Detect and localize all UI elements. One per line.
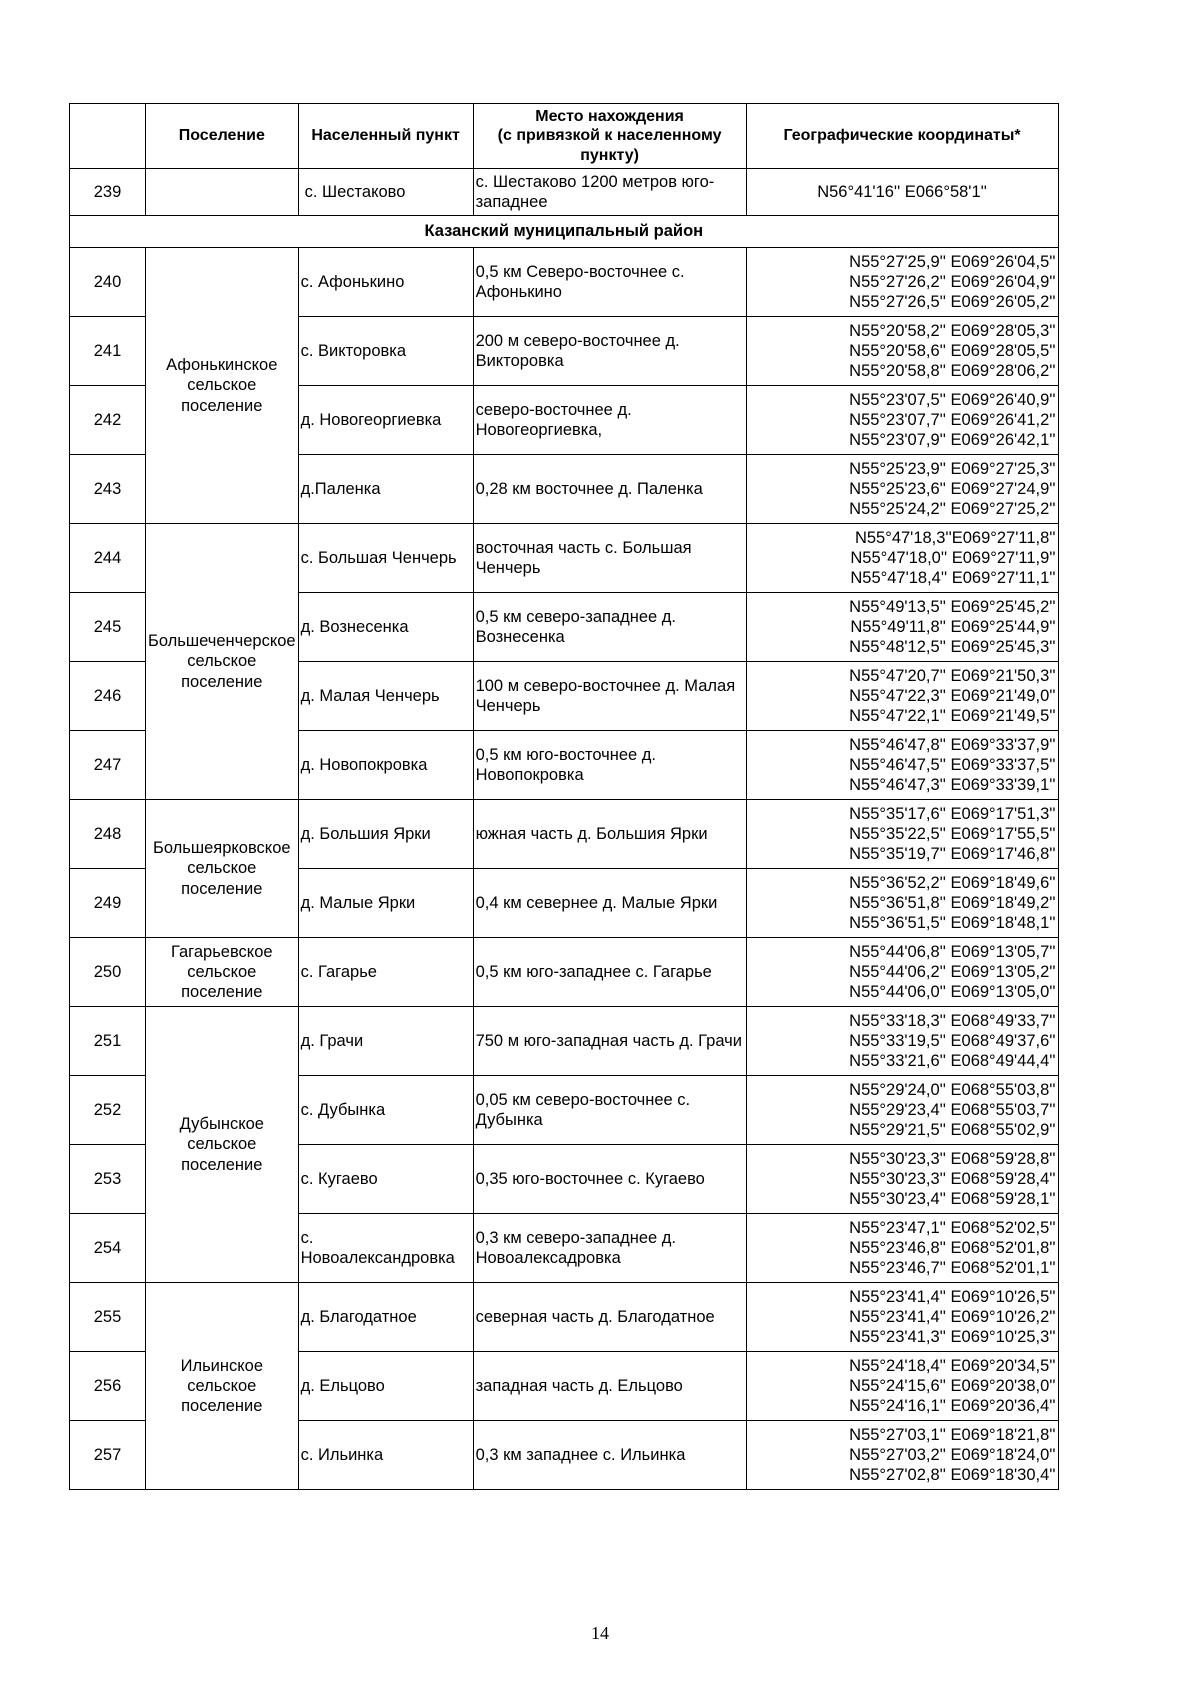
- coordinate-line: N55°47'18,0'' E069°27'11,9'': [850, 549, 1056, 567]
- table-row: [70, 248, 1059, 317]
- coordinate-line: N55°44'06,2'' E069°13'05,2'': [849, 963, 1056, 981]
- row-place: 0,28 км восточнее д. Паленка: [473, 455, 746, 524]
- coordinate-line: N55°47'20,7'' E069°21'50,3'': [849, 667, 1056, 685]
- row-number: 257: [70, 1421, 146, 1490]
- row-coordinates: [746, 1352, 1058, 1421]
- row-place: 0,5 км юго-восточнее д. Новопокровка: [473, 731, 746, 800]
- coordinate-line: N55°35'19,7'' E069°17'46,8'': [849, 845, 1056, 863]
- table-row: [70, 524, 1059, 593]
- coordinate-line: N55°24'16,1'' E069°20'36,4'': [849, 1397, 1056, 1415]
- row-number: 242: [70, 386, 146, 455]
- row-coordinates: [746, 938, 1058, 1007]
- row-coordinates: [746, 1007, 1058, 1076]
- coordinate-line: N55°48'12,5'' E069°25'45,3'': [849, 638, 1056, 656]
- coordinate-line: N55°47'18,3''E069°27'11,8'': [854, 529, 1056, 547]
- row-locality: с. Большая Ченчерь: [298, 524, 473, 593]
- row-place: 0,3 км западнее с. Ильинка: [473, 1421, 746, 1490]
- coordinate-line: N55°36'51,5'' E069°18'48,1'': [849, 914, 1056, 932]
- row-locality: д. Грачи: [298, 1007, 473, 1076]
- coordinate-line: N55°27'02,8'' E069°18'30,4'': [849, 1466, 1056, 1484]
- coordinate-line: N55°27'26,2'' E069°26'04,9'': [849, 273, 1056, 291]
- coordinate-line: N55°23'46,7'' E068°52'01,1'': [849, 1259, 1056, 1277]
- table-row: [70, 938, 1059, 1007]
- coordinate-line: N55°44'06,0'' E069°13'05,0'': [849, 983, 1056, 1001]
- header-settlement: Поселение: [146, 104, 299, 169]
- table-header-row: [70, 104, 1059, 169]
- row-place: 0,5 км Северо-восточнее с. Афонькино: [473, 248, 746, 317]
- row-locality: с. Ильинка: [298, 1421, 473, 1490]
- row-number: 255: [70, 1283, 146, 1352]
- coordinate-line: N55°47'22,1'' E069°21'49,5'': [849, 707, 1056, 725]
- row-coordinates: [746, 1076, 1058, 1145]
- coordinate-line: N55°20'58,8'' E069°28'06,2'': [849, 362, 1056, 380]
- coordinate-line: N55°46'47,3'' E069°33'39,1'': [849, 776, 1056, 794]
- coordinate-line: N55°46'47,5'' E069°33'37,5'': [849, 756, 1056, 774]
- row-locality: д. Большия Ярки: [298, 800, 473, 869]
- coordinate-line: N55°47'22,3'' E069°21'49,0'': [849, 687, 1056, 705]
- coordinate-line: N55°29'24,0'' E068°55'03,8'': [849, 1081, 1056, 1099]
- row-number: 251: [70, 1007, 146, 1076]
- header-locality: Населенный пункт: [298, 104, 473, 169]
- coordinate-line: N55°24'15,6'' E069°20'38,0'': [849, 1377, 1056, 1395]
- row-number: 253: [70, 1145, 146, 1214]
- row-coordinates: [746, 1214, 1058, 1283]
- row-number: 243: [70, 455, 146, 524]
- coordinate-line: N55°25'23,6'' E069°27'24,9'': [849, 480, 1056, 498]
- row-locality: с. Гагарье: [298, 938, 473, 1007]
- row-coordinates: [746, 317, 1058, 386]
- coordinate-line: N55°33'18,3'' E068°49'33,7'': [849, 1012, 1056, 1030]
- row-coordinates: [746, 593, 1058, 662]
- row-coordinates: [746, 1283, 1058, 1352]
- coordinate-line: N55°25'24,2'' E069°27'25,2'': [849, 500, 1056, 518]
- row-place: 0,5 км юго-западнее с. Гагарье: [473, 938, 746, 1007]
- row-locality: д. Малые Ярки: [298, 869, 473, 938]
- coordinate-line: N55°35'22,5'' E069°17'55,5'': [849, 825, 1056, 843]
- coordinate-line: N55°30'23,3'' E068°59'28,8'': [849, 1150, 1056, 1168]
- coordinate-line: N55°36'52,2'' E069°18'49,6'': [849, 874, 1056, 892]
- table-row: [70, 169, 1059, 216]
- row-place: 0,3 км северо-западнее д. Новоалексадровка: [473, 1214, 746, 1283]
- row-place: 0,5 км северо-западнее д. Вознесенка: [473, 593, 746, 662]
- row-coordinates: [746, 1421, 1058, 1490]
- coordinate-line: N55°20'58,2'' E069°28'05,3'': [849, 322, 1056, 340]
- coordinate-line: N55°23'47,1'' E068°52'02,5'': [849, 1219, 1056, 1237]
- coordinate-line: N55°23'41,4'' E069°10'26,5'': [849, 1288, 1056, 1306]
- row-settlement: Дубынское сельское поселение: [146, 1007, 299, 1283]
- row-locality: с. Новоалександровка: [298, 1214, 473, 1283]
- row-locality: с. Викторовка: [298, 317, 473, 386]
- row-locality: д.Паленка: [298, 455, 473, 524]
- row-number: 244: [70, 524, 146, 593]
- coordinate-line: N55°33'19,5'' E068°49'37,6'': [849, 1032, 1056, 1050]
- row-locality: с. Кугаево: [298, 1145, 473, 1214]
- row-number: 245: [70, 593, 146, 662]
- row-coordinates: [746, 662, 1058, 731]
- row-number: 250: [70, 938, 146, 1007]
- coordinate-line: N55°27'03,1'' E069°18'21,8'': [849, 1426, 1056, 1444]
- row-number: 256: [70, 1352, 146, 1421]
- row-coordinates: [746, 248, 1058, 317]
- row-place: 100 м северо-восточнее д. Малая Ченчерь: [473, 662, 746, 731]
- row-settlement: Большеярковское сельское поселение: [146, 800, 299, 938]
- row-locality: д. Малая Ченчерь: [298, 662, 473, 731]
- row-place: 0,4 км севернее д. Малые Ярки: [473, 869, 746, 938]
- coordinate-line: N55°27'03,2'' E069°18'24,0'': [849, 1446, 1056, 1464]
- row-number: 254: [70, 1214, 146, 1283]
- coordinate-line: N55°23'46,8'' E068°52'01,8'': [849, 1239, 1056, 1257]
- row-locality: д. Ельцово: [298, 1352, 473, 1421]
- row-number: 246: [70, 662, 146, 731]
- table-row: [70, 1007, 1059, 1076]
- coordinate-line: N55°24'18,4'' E069°20'34,5'': [849, 1357, 1056, 1375]
- page-number: 14: [591, 1623, 609, 1643]
- row-locality: с. Дубынка: [298, 1076, 473, 1145]
- coordinate-line: N55°49'11,8'' E069°25'44,9'': [850, 618, 1056, 636]
- row-place: 0,05 км северо-восточнее с. Дубынка: [473, 1076, 746, 1145]
- row-locality: д. Благодатное: [298, 1283, 473, 1352]
- row-locality: д. Новогеоргиевка: [298, 386, 473, 455]
- coordinate-line: N55°23'07,5'' E069°26'40,9'': [849, 391, 1056, 409]
- row-coordinates: [746, 731, 1058, 800]
- coordinate-line: N55°20'58,6'' E069°28'05,5'': [849, 342, 1056, 360]
- monuments-table: [69, 103, 1059, 1490]
- row-coordinates: [746, 386, 1058, 455]
- row-place: западная часть д. Ельцово: [473, 1352, 746, 1421]
- row-number: 240: [70, 248, 146, 317]
- coordinate-line: N55°44'06,8'' E069°13'05,7'': [849, 943, 1056, 961]
- row-number: 239: [70, 169, 146, 216]
- coordinate-line: N55°23'41,4'' E069°10'26,2'': [849, 1308, 1056, 1326]
- table-row: [70, 1283, 1059, 1352]
- row-coordinates: N56°41'16'' E066°58'1'': [746, 169, 1058, 216]
- row-settlement: Большеченчерское сельское поселение: [146, 524, 299, 800]
- row-number: 241: [70, 317, 146, 386]
- row-locality: д. Новопокровка: [298, 731, 473, 800]
- coordinate-line: N55°23'07,7'' E069°26'41,2'': [849, 411, 1056, 429]
- header-coordinates: Географические координаты*: [746, 104, 1058, 169]
- row-locality: с. Шестаково: [298, 169, 473, 216]
- row-settlement: [146, 169, 299, 216]
- coordinate-line: N55°30'23,3'' E068°59'28,4'': [849, 1170, 1056, 1188]
- district-row: [70, 216, 1059, 248]
- row-place: 0,35 юго-восточнее с. Кугаево: [473, 1145, 746, 1214]
- row-place: северо-восточнее д. Новогеоргиевка,: [473, 386, 746, 455]
- row-locality: с. Афонькино: [298, 248, 473, 317]
- row-coordinates: [746, 800, 1058, 869]
- coordinate-line: N55°33'21,6'' E068°49'44,4'': [849, 1052, 1056, 1070]
- row-coordinates: [746, 869, 1058, 938]
- coordinate-line: N55°36'51,8'' E069°18'49,2'': [849, 894, 1056, 912]
- coordinate-line: N55°29'21,5'' E068°55'02,9'': [849, 1121, 1056, 1139]
- coordinate-line: N55°27'26,5'' E069°26'05,2'': [849, 293, 1056, 311]
- row-coordinates: [746, 455, 1058, 524]
- row-number: 252: [70, 1076, 146, 1145]
- row-coordinates: [746, 524, 1058, 593]
- row-coordinates: [746, 1145, 1058, 1214]
- coordinate-line: N55°25'23,9'' E069°27'25,3'': [849, 460, 1056, 478]
- row-settlement: Афонькинское сельское поселение: [146, 248, 299, 524]
- row-locality: д. Вознесенка: [298, 593, 473, 662]
- row-place: с. Шестаково 1200 метров юго-западнее: [473, 169, 746, 216]
- row-settlement: Ильинское сельское поселение: [146, 1283, 299, 1490]
- header-number: [70, 104, 146, 169]
- row-number: 249: [70, 869, 146, 938]
- coordinate-line: N55°47'18,4'' E069°27'11,1'': [850, 569, 1056, 587]
- row-place: 750 м юго-западная часть д. Грачи: [473, 1007, 746, 1076]
- row-number: 248: [70, 800, 146, 869]
- row-place: восточная часть с. Большая Ченчерь: [473, 524, 746, 593]
- row-settlement: Гагарьевское сельское поселение: [146, 938, 299, 1007]
- row-number: 247: [70, 731, 146, 800]
- coordinate-line: N55°30'23,4'' E068°59'28,1'': [849, 1190, 1056, 1208]
- row-place: северная часть д. Благодатное: [473, 1283, 746, 1352]
- coordinate-line: N55°29'23,4'' E068°55'03,7'': [849, 1101, 1056, 1119]
- district-title: Казанский муниципальный район: [70, 216, 1059, 248]
- header-place: Место нахождения (с привязкой к населенному пункту): [473, 104, 746, 169]
- coordinate-line: N55°46'47,8'' E069°33'37,9'': [849, 736, 1056, 754]
- table-row: [70, 800, 1059, 869]
- coordinate-line: N55°23'41,3'' E069°10'25,3'': [849, 1328, 1056, 1346]
- coordinate-line: N55°23'07,9'' E069°26'42,1'': [849, 431, 1056, 449]
- row-place: южная часть д. Большия Ярки: [473, 800, 746, 869]
- coordinate-line: N55°35'17,6'' E069°17'51,3'': [849, 805, 1056, 823]
- coordinate-line: N55°27'25,9'' E069°26'04,5'': [849, 253, 1056, 271]
- coordinate-line: N55°49'13,5'' E069°25'45,2'': [849, 598, 1056, 616]
- row-place: 200 м северо-восточнее д. Викторовка: [473, 317, 746, 386]
